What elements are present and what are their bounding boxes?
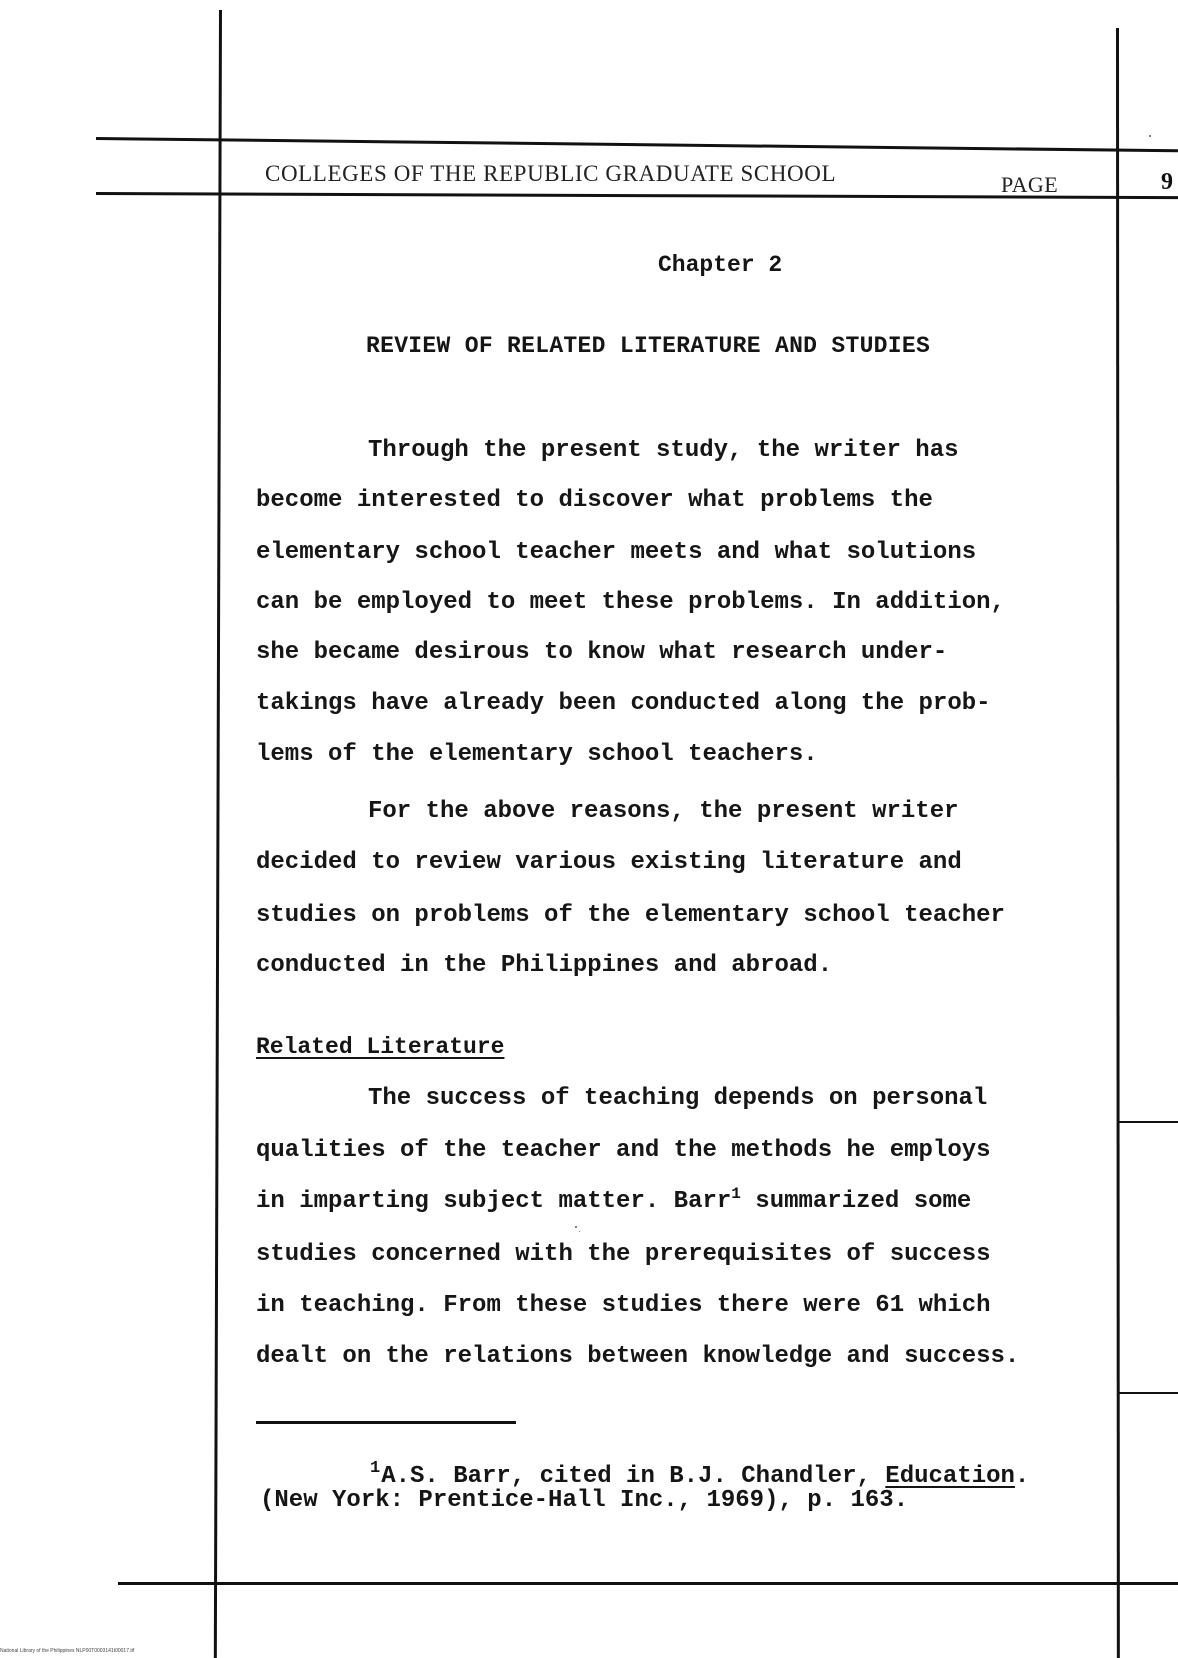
paragraph-line: qualities of the teacher and the methods he employs (256, 1137, 991, 1164)
section-heading: Related Literature (256, 1034, 505, 1060)
chapter-number: Chapter 2 (658, 252, 783, 278)
scan-speck (575, 1226, 577, 1228)
paragraph-line-text: summarized some (740, 1188, 972, 1215)
footnote-separator (256, 1421, 516, 1424)
paragraph-line-text: in imparting subject matter. Barr (256, 1188, 732, 1215)
footnote-marker: 1 (370, 1459, 381, 1478)
paragraph-line: studies concerned with the prerequisites of success (256, 1241, 991, 1268)
paragraph-line: dealt on the relations between knowledge and success. (256, 1343, 1020, 1370)
footnote-author: A.S. Barr, cited in B.J. Chandler, (381, 1463, 886, 1490)
paragraph-line: Through the present study, the writer has (368, 437, 959, 464)
chapter-title: REVIEW OF RELATED LITERATURE AND STUDIES (366, 333, 931, 359)
bottom-border-rule (118, 1582, 1178, 1585)
citation-superscript: 1 (731, 1185, 741, 1203)
scan-label: National Library of the Philippines NLP00T0003141t00017.tif (0, 1648, 135, 1654)
paragraph-line: conducted in the Philippines and abroad. (256, 952, 833, 979)
paragraph-line: studies on problems of the elementary school teacher (256, 902, 1005, 929)
paragraph-line: For the above reasons, the present writer (368, 798, 959, 825)
paragraph-line: The success of teaching depends on personal (368, 1085, 988, 1112)
scan-speck (1149, 135, 1151, 137)
paragraph-line: elementary school teacher meets and what solutions (256, 539, 977, 566)
paragraph-line: decided to review various existing literature and (256, 849, 962, 876)
paragraph-line: lems of the elementary school teachers. (256, 741, 818, 768)
paragraph-line: in teaching. From these studies there were 61 which (256, 1292, 991, 1319)
right-margin-tick-upper (1118, 1121, 1178, 1123)
page-label: PAGE (1001, 172, 1059, 197)
footnote-punctuation: . (1014, 1463, 1030, 1490)
paragraph-line: can be employed to meet these problems. In addition, (256, 589, 1005, 616)
scan-speck (579, 1231, 580, 1232)
right-margin-tick-lower (1118, 1392, 1178, 1394)
paragraph-line: she became desirous to know what research under- (256, 639, 948, 666)
paragraph-line: takings have already been conducted along the prob- (256, 690, 991, 717)
school-header: COLLEGES OF THE REPUBLIC GRADUATE SCHOOL (265, 161, 837, 186)
paragraph-line-with-citation (256, 1187, 971, 1217)
footnote-publication: (New York: Prentice-Hall Inc., 1969), p. 163. (260, 1487, 909, 1514)
footnote-citation (370, 1459, 1029, 1490)
top-header-rule (96, 137, 1178, 152)
footnote-book-title: Education (885, 1463, 1015, 1490)
page-number: 9 (1161, 169, 1173, 195)
paragraph-line: become interested to discover what problems the (256, 487, 933, 514)
left-page-border (214, 10, 222, 1658)
right-page-border (1116, 28, 1120, 1658)
